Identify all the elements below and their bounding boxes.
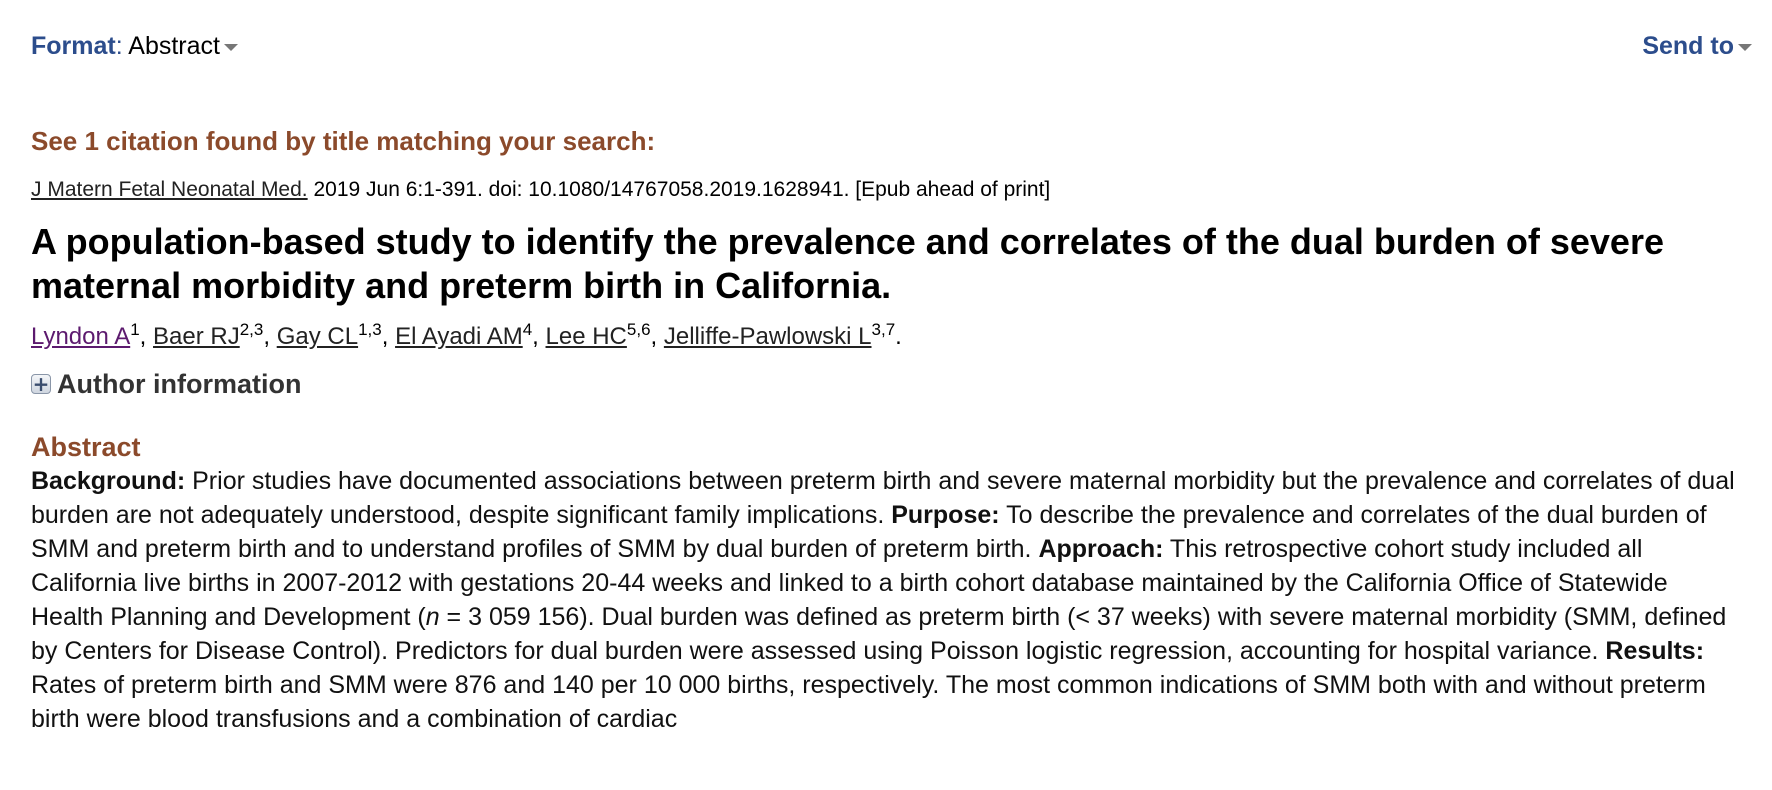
- abstract-text: [31, 464, 1746, 736]
- citation-line: [31, 176, 1746, 204]
- author-affiliation: 1,3: [358, 320, 382, 339]
- main-content: [31, 124, 1746, 736]
- send-to-menu[interactable]: [1642, 28, 1752, 64]
- author-entry: [663, 320, 902, 350]
- author-affiliation: 5,6: [626, 320, 651, 339]
- author-separator: ,: [532, 323, 546, 350]
- chevron-down-icon: [1738, 44, 1752, 51]
- format-colon: :: [115, 32, 123, 60]
- author-entry: [153, 320, 277, 350]
- author-list: [31, 320, 1746, 354]
- results-label: Results:: [1605, 637, 1705, 665]
- author-separator: ,: [650, 323, 664, 350]
- author-affiliation: 3,7: [871, 320, 896, 339]
- author-affiliation: 1: [130, 320, 140, 339]
- author-link[interactable]: Gay CL: [276, 323, 359, 350]
- citation-details: 2019 Jun 6:1-391. doi: 10.1080/14767058.2019.1628941. [Epub ahead of print]: [307, 178, 1051, 201]
- sample-size-symbol: n: [425, 603, 440, 631]
- author-entry: [276, 320, 396, 350]
- approach-text: This retrospective cohort study included all California live births in 2007-2012 with gestations 20-44 weeks and linked to a birth cohort database maintained by the California Office of Statewide Health Planning and Development (: [31, 535, 1668, 631]
- background-text: Prior studies have documented associations between preterm birth and severe maternal morbidity but the prevalence and correlates of dual burden are not adequately understood, despite significant family implications.: [31, 467, 1735, 529]
- author-information-toggle[interactable]: [31, 366, 1746, 402]
- format-label: Format: [31, 32, 116, 60]
- author-link[interactable]: Lyndon A: [31, 323, 131, 350]
- author-affiliation: 2,3: [239, 320, 264, 339]
- top-toolbar: [31, 28, 1752, 64]
- author-separator: ,: [263, 323, 277, 350]
- author-separator: .: [895, 323, 902, 350]
- author-entry: [31, 320, 154, 350]
- author-entry: [395, 320, 546, 350]
- purpose-label: Purpose:: [891, 501, 1000, 529]
- approach-label: Approach:: [1038, 535, 1164, 563]
- chevron-down-icon: [224, 44, 238, 51]
- journal-link[interactable]: J Matern Fetal Neonatal Med.: [31, 178, 308, 201]
- author-link[interactable]: Lee HC: [545, 323, 627, 350]
- author-link[interactable]: Baer RJ: [153, 323, 240, 350]
- author-affiliation: 4: [522, 320, 533, 339]
- purpose-text: To describe the prevalence and correlates of the dual burden of SMM and preterm birth and to understand profiles of SMM by dual burden of preterm birth.: [31, 501, 1707, 563]
- format-value: Abstract: [128, 32, 220, 60]
- format-selector[interactable]: [31, 28, 238, 64]
- send-to-label: Send to: [1642, 32, 1734, 60]
- abstract-heading: Abstract: [31, 432, 141, 462]
- background-label: Background:: [31, 467, 186, 495]
- author-information-label: Author information: [57, 368, 302, 399]
- article-title: A population-based study to identify the prevalence and correlates of the dual burden of severe maternal morbidity and preterm birth in California.: [31, 221, 1664, 306]
- approach-text-continued: = 3 059 156). Dual burden was defined as preterm birth (< 37 weeks) with severe maternal morbidity (SMM, defined by Centers for Disease Control). Predictors for dual burden were assessed using Poisson logistic regression, accounting for hospital variance.: [31, 603, 1727, 665]
- author-separator: ,: [381, 323, 396, 350]
- results-text: Rates of preterm birth and SMM were 876 and 140 per 10 000 births, respectively. The most common indications of SMM both with and without preterm birth were blood transfusions and a combination of cardiac: [31, 671, 1706, 733]
- search-notice: See 1 citation found by title matching your search:: [31, 126, 656, 156]
- author-entry: [545, 320, 664, 350]
- author-link[interactable]: El Ayadi AM: [395, 323, 523, 350]
- author-link[interactable]: Jelliffe-Pawlowski L: [663, 323, 872, 350]
- author-separator: ,: [139, 323, 154, 350]
- expand-plus-icon[interactable]: +: [32, 372, 50, 396]
